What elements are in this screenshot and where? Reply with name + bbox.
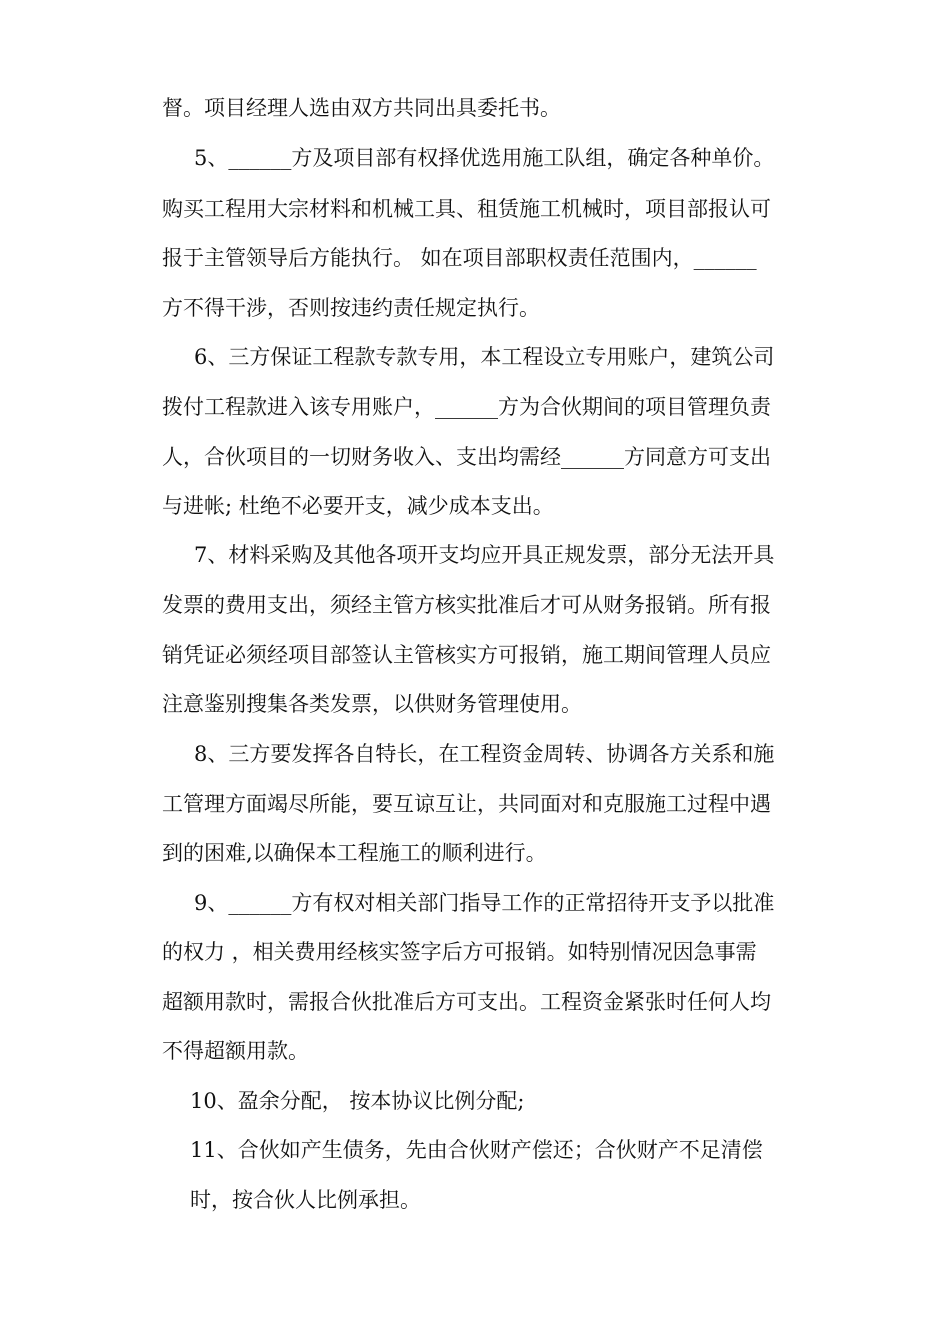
text-line: 的权力 ，相关费用经核实签字后方可报销。如特别情况因急事需	[162, 940, 757, 964]
text-line: 拨付工程款进入该专用账户，______方为合伙期间的项目管理负责	[162, 395, 771, 419]
text-line: 时，按合伙人比例承担。	[190, 1188, 421, 1212]
text-line: 7、材料采购及其他各项开支均应开具正规发票，部分无法开具	[194, 543, 775, 567]
text-line: 人，合伙项目的一切财务收入、支出均需经______方同意方可支出	[162, 445, 771, 469]
text-line: 购买工程用大宗材料和机械工具、租赁施工机械时，项目部报认可	[162, 197, 771, 221]
text-line: 销凭证必须经项目部签认主管核实方可报销，施工期间管理人员应	[162, 643, 771, 667]
text-line: 5、______方及项目部有权择优选用施工队组，确定各种单价。	[194, 146, 775, 170]
text-line: 注意鉴别搜集各类发票，以供财务管理使用。	[162, 692, 582, 716]
text-line: 9、______方有权对相关部门指导工作的正常招待开支予以批准	[194, 891, 775, 915]
text-line: 发票的费用支出，须经主管方核实批准后才可从财务报销。所有报	[162, 593, 771, 617]
text-line: 不得超额用款。	[162, 1039, 309, 1063]
text-line: 到的困难,以确保本工程施工的顺利进行。	[162, 841, 547, 865]
text-line: 方不得干涉，否则按违约责任规定执行。	[162, 296, 540, 320]
text-line: 11、合伙如产生债务，先由合伙财产偿还；合伙财产不足清偿	[190, 1138, 763, 1162]
text-line: 与进帐; 杜绝不必要开支，减少成本支出。	[162, 494, 554, 518]
text-line: 6、三方保证工程款专款专用，本工程设立专用账户，建筑公司	[194, 345, 775, 369]
text-line: 工管理方面竭尽所能，要互谅互让，共同面对和克服施工过程中遇	[162, 792, 771, 816]
text-line: 8、三方要发挥各自特长，在工程资金周转、协调各方关系和施	[194, 742, 775, 766]
text-line: 10、盈余分配， 按本协议比例分配;	[190, 1089, 525, 1113]
text-line: 报于主管领导后方能执行。 如在项目部职权责任范围内，______	[162, 246, 757, 270]
text-line: 超额用款时，需报合伙批准后方可支出。工程资金紧张时任何人均	[162, 990, 771, 1014]
text-line: 督。项目经理人选由双方共同出具委托书。	[162, 96, 561, 120]
